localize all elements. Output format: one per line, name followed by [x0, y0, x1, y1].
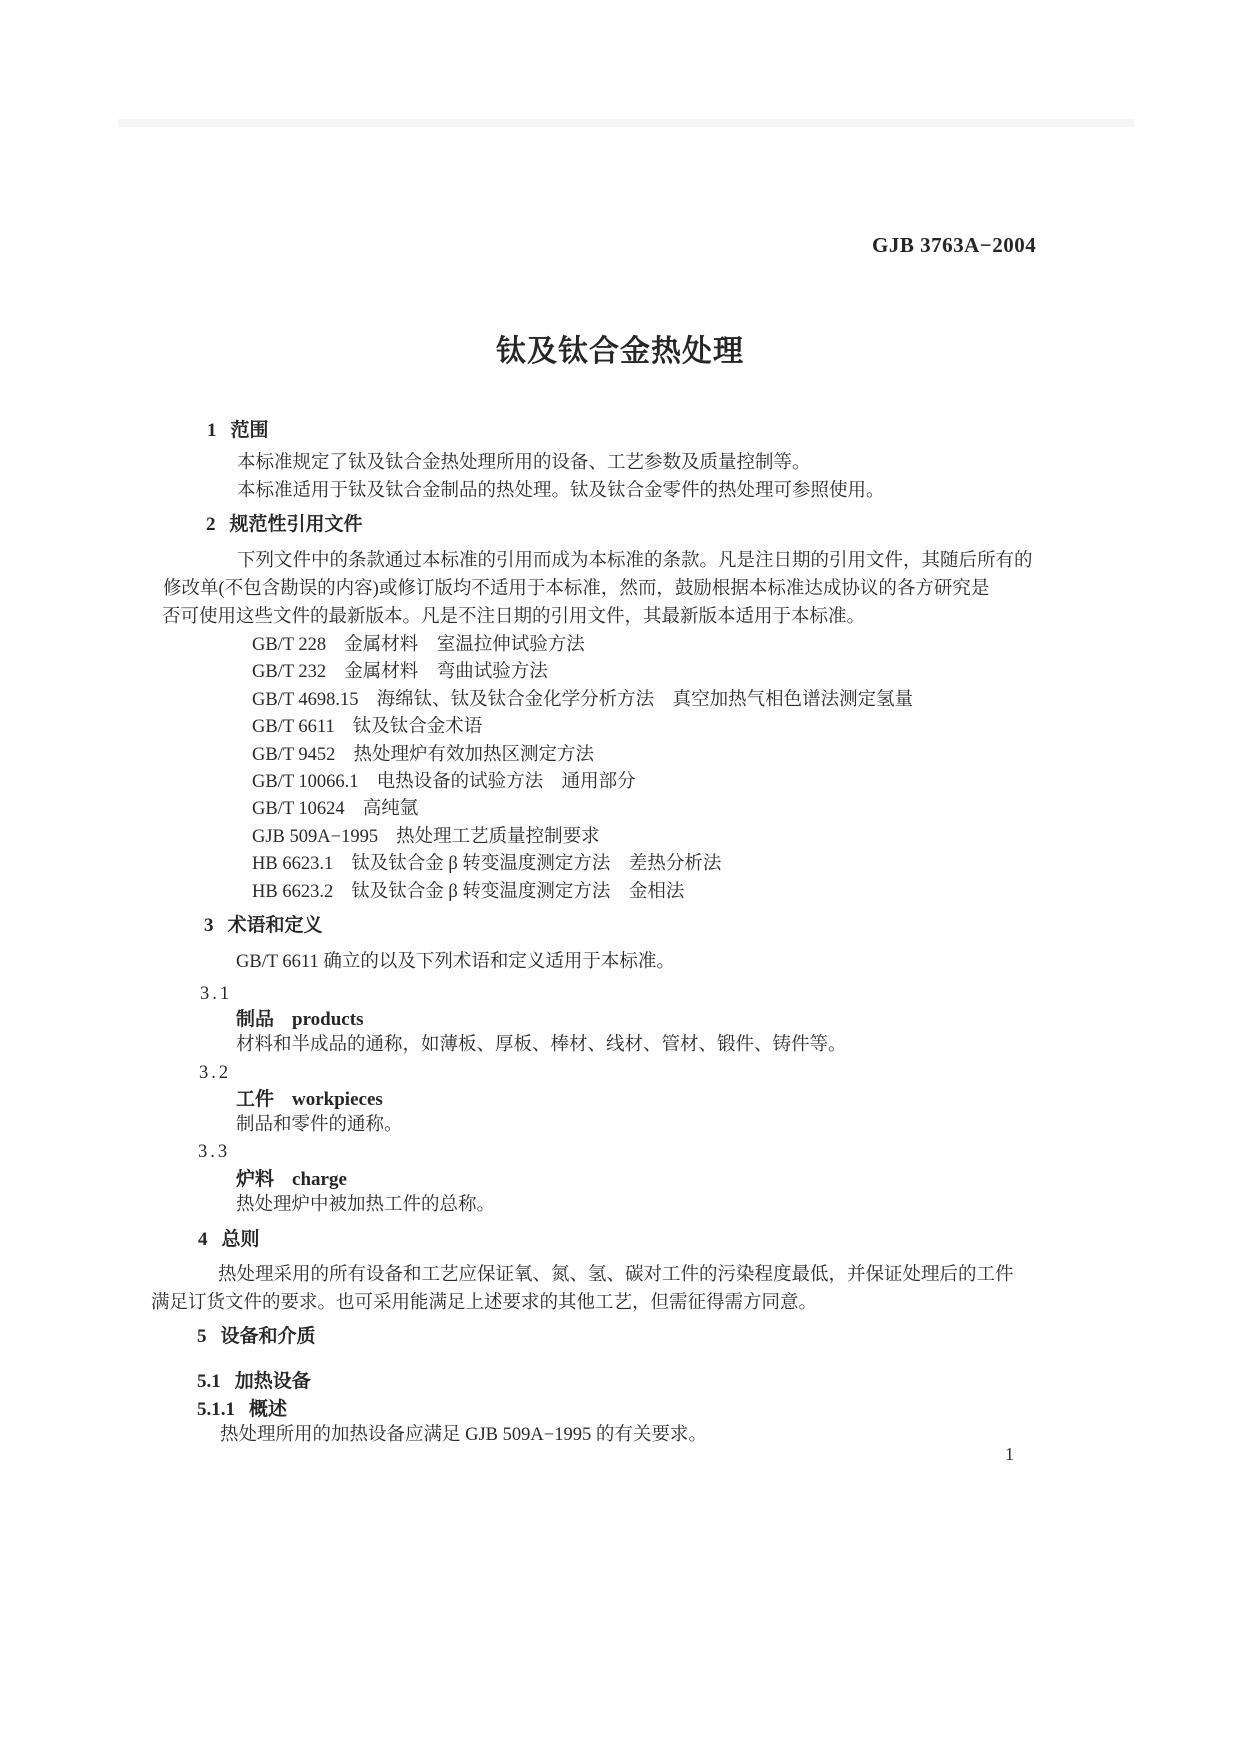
reference-title: 热处理炉有效加热区测定方法 — [353, 744, 594, 765]
section-4-number: 4 — [198, 1229, 208, 1250]
reference-item — [252, 851, 913, 878]
reference-code: GB/T 9452 — [252, 744, 336, 765]
section-5-1-title: 加热设备 — [234, 1371, 311, 1392]
term-heading — [236, 1086, 383, 1113]
reference-code: GB/T 232 — [252, 662, 327, 683]
reference-title: 海绵钛、钛及钛合金化学分析方法 真空加热气相色谱法测定氢量 — [376, 689, 914, 710]
reference-item — [252, 659, 913, 686]
section-4-paragraph-line: 满足订货文件的要求。也可采用能满足上述要求的其他工艺，但需征得需方同意。 — [151, 1293, 818, 1313]
reference-item — [252, 742, 913, 769]
section-1-title: 范围 — [230, 420, 269, 441]
document-title: 钛及钛合金热处理 — [496, 335, 744, 368]
reference-title: 钛及钛合金 β 转变温度测定方法 金相法 — [351, 881, 685, 902]
reference-item — [252, 824, 913, 851]
term-heading — [236, 1006, 363, 1033]
section-5-1-1-title: 概述 — [249, 1399, 288, 1420]
section-2-paragraph-line: 否可使用这些文件的最新版本。凡是不注日期的引用文件，其最新版本适用于本标准。 — [162, 607, 866, 627]
reference-list — [252, 632, 913, 906]
reference-title: 钛及钛合金术语 — [352, 717, 483, 738]
section-4-title: 总则 — [221, 1229, 260, 1250]
reference-title: 钛及钛合金 β 转变温度测定方法 差热分析法 — [351, 854, 722, 875]
section-5-1-1-body: 热处理所用的加热设备应满足 GJB 509A−1995 的有关要求。 — [220, 1425, 707, 1445]
section-1-paragraph-line: 本标准适用于钛及钛合金制品的热处理。钛及钛合金零件的热处理可参照使用。 — [237, 481, 885, 501]
term-number: 3.2 — [199, 1063, 232, 1083]
section-2-number: 2 — [206, 514, 216, 535]
reference-title: 金属材料 室温拉伸试验方法 — [344, 635, 585, 655]
reference-code: HB 6623.2 — [252, 881, 334, 902]
term-en: products — [292, 1009, 364, 1030]
reference-code: GB/T 228 — [252, 635, 327, 655]
term-definition: 热处理炉中被加热工件的总称。 — [236, 1195, 496, 1215]
reference-item — [252, 714, 913, 741]
section-5-1-1-number: 5.1.1 — [197, 1399, 235, 1420]
section-3-title: 术语和定义 — [227, 915, 323, 936]
term-zh: 制品 — [236, 1009, 275, 1030]
term-number: 3.1 — [200, 984, 233, 1004]
term-definition: 材料和半成品的通称，如薄板、厚板、棒材、线材、管材、锻件、铸件等。 — [236, 1035, 847, 1055]
reference-code: GJB 509A−1995 — [252, 826, 379, 847]
section-3-intro: GB/T 6611 确立的以及下列术语和定义适用于本标准。 — [236, 952, 675, 972]
term-heading — [236, 1166, 347, 1193]
term-number: 3.3 — [198, 1142, 231, 1162]
section-3-number: 3 — [204, 915, 214, 936]
reference-title: 热处理工艺质量控制要求 — [396, 826, 600, 847]
reference-item — [252, 796, 913, 823]
section-4-heading — [198, 1226, 260, 1253]
term-en: workpieces — [292, 1089, 383, 1110]
section-2-title: 规范性引用文件 — [229, 514, 363, 535]
reference-title: 高纯氩 — [362, 799, 419, 820]
section-3-heading — [204, 912, 323, 939]
reference-code: HB 6623.1 — [252, 854, 334, 875]
reference-code: GB/T 6611 — [252, 717, 335, 738]
reference-code: GB/T 4698.15 — [252, 689, 359, 710]
term-definition: 制品和零件的通称。 — [236, 1115, 403, 1135]
page-number: 1 — [1005, 1444, 1014, 1464]
reference-item — [252, 769, 913, 796]
term-zh: 炉料 — [236, 1169, 275, 1190]
section-5-number: 5 — [197, 1326, 207, 1347]
section-4-paragraph-line: 热处理采用的所有设备和工艺应保证氧、氮、氢、碳对工件的污染程度最低，并保证处理后的工件 — [218, 1265, 1014, 1285]
reference-item — [252, 687, 913, 714]
doc-number: GJB 3763A−2004 — [872, 233, 1037, 257]
reference-code: GB/T 10066.1 — [252, 771, 359, 792]
section-5-1-heading — [197, 1368, 311, 1395]
section-5-heading — [197, 1323, 316, 1350]
section-1-heading — [207, 417, 269, 444]
section-2-paragraph-line: 下列文件中的条款通过本标准的引用而成为本标准的条款。凡是注日期的引用文件，其随后所有的 — [237, 551, 1033, 571]
reference-title: 金属材料 弯曲试验方法 — [344, 662, 548, 683]
section-2-heading — [206, 511, 363, 538]
reference-item — [252, 879, 913, 906]
term-zh: 工件 — [236, 1089, 275, 1110]
section-5-1-1-heading — [197, 1396, 287, 1423]
reference-code: GB/T 10624 — [252, 799, 345, 820]
term-en: charge — [292, 1169, 347, 1190]
section-5-1-number: 5.1 — [197, 1371, 221, 1392]
section-5-title: 设备和介质 — [220, 1326, 316, 1347]
section-1-paragraph-line: 本标准规定了钛及钛合金热处理所用的设备、工艺参数及质量控制等。 — [237, 453, 811, 473]
reference-item — [252, 632, 913, 659]
section-2-paragraph-line: 修改单(不包含勘误的内容)或修订版均不适用于本标准，然而，鼓励根据本标准达成协议的各方研究是 — [163, 579, 990, 599]
section-1-number: 1 — [207, 420, 217, 441]
scan-artifact-band — [118, 119, 1134, 127]
reference-title: 电热设备的试验方法 通用部分 — [376, 771, 636, 792]
